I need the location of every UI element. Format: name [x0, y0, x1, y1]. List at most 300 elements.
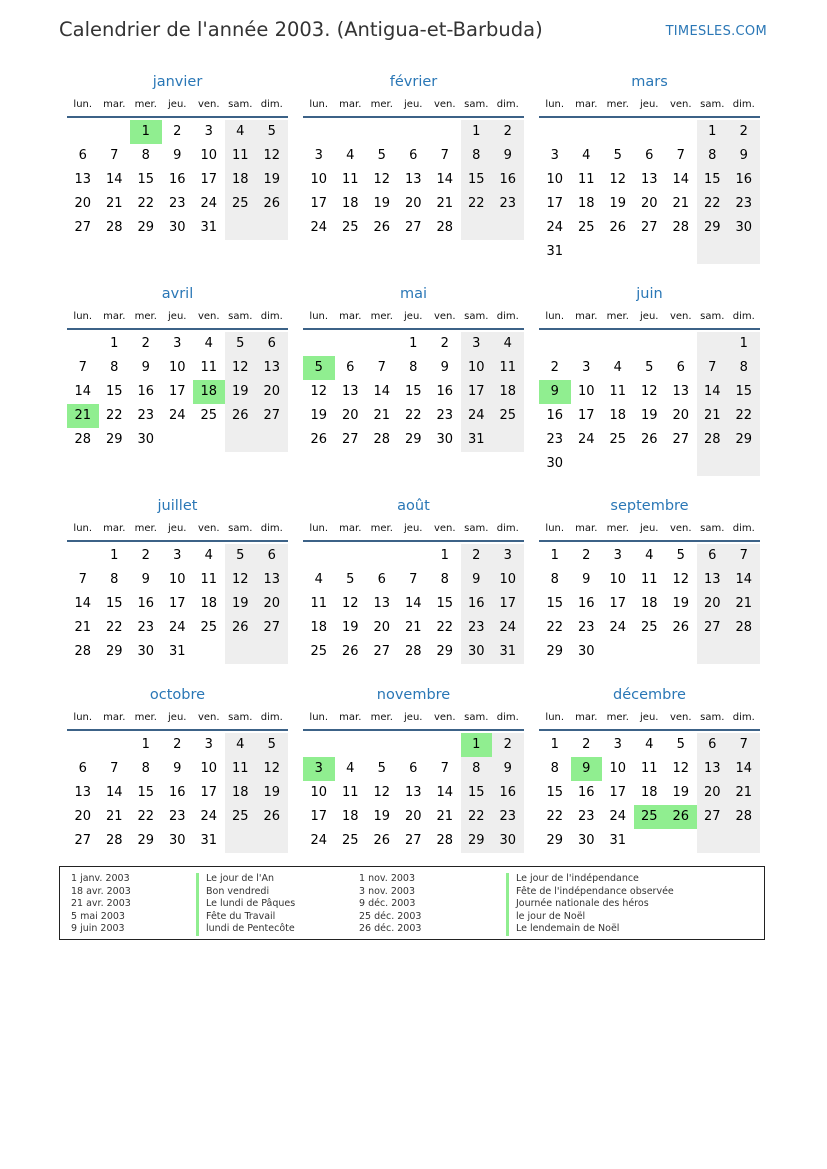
weekday-label: jeu.: [168, 99, 187, 110]
day-cell: 18: [310, 620, 328, 635]
holiday-name: Fête du Travail: [196, 911, 295, 924]
day-cell: 28: [436, 833, 454, 848]
day-cell: 15: [404, 384, 422, 399]
day-cell: 29: [137, 833, 155, 848]
weekday-label: mar.: [103, 523, 126, 534]
weekday-label: jeu.: [404, 99, 423, 110]
day-cell: 17: [492, 592, 524, 616]
day-cell: 22: [137, 196, 155, 211]
day-cell: 10: [310, 785, 328, 800]
day-cell: 12: [373, 785, 391, 800]
weekday-label: ven.: [669, 99, 692, 110]
day-cell: 22: [105, 620, 123, 635]
weekday-label: ven.: [669, 523, 692, 534]
empty-day: [335, 120, 367, 144]
day-cell: 22: [546, 620, 564, 635]
day-cell: 5: [645, 360, 654, 375]
day-cell: 7: [78, 572, 87, 587]
month-10: [67, 683, 288, 853]
day-cell: 6: [256, 332, 288, 356]
empty-day: [225, 428, 257, 452]
day-cell: 30: [137, 432, 155, 447]
day-cell: 30: [436, 432, 454, 447]
empty-day: [366, 544, 398, 568]
weekday-label: mar.: [103, 99, 126, 110]
day-cell: 8: [728, 356, 760, 380]
day-cell: 3: [173, 336, 182, 351]
day-cell: 3: [492, 544, 524, 568]
day-cell: 6: [409, 148, 418, 163]
day-cell: 13: [640, 172, 658, 187]
holidays-legend: [59, 866, 765, 940]
day-cell: 16: [461, 592, 493, 616]
day-cell: 9: [492, 144, 524, 168]
month-name: août: [397, 498, 430, 514]
day-cell: 19: [640, 408, 658, 423]
day-cell: 31: [492, 640, 524, 664]
day-cell: 1: [110, 548, 119, 563]
day-cell: 2: [582, 737, 591, 752]
weekday-label: mar.: [339, 311, 362, 322]
month-name: juillet: [157, 498, 198, 514]
weekday-label: sam.: [700, 523, 725, 534]
day-cell: 15: [697, 168, 729, 192]
day-cell: 13: [74, 172, 92, 187]
day-cell: 5: [377, 148, 386, 163]
day-cell: 23: [436, 408, 454, 423]
day-cell: 28: [74, 432, 92, 447]
day-cell: 11: [200, 360, 218, 375]
day-cell: 5: [613, 148, 622, 163]
empty-day: [162, 428, 194, 452]
month-3: [539, 70, 760, 264]
day-cell: 6: [697, 544, 729, 568]
day-cell: 18: [225, 781, 257, 805]
day-cell: 17: [168, 596, 186, 611]
day-cell: 13: [697, 757, 729, 781]
day-cell: 20: [373, 620, 391, 635]
day-cell: 12: [256, 144, 288, 168]
day-cell: 22: [697, 192, 729, 216]
month-2: [303, 70, 524, 240]
holiday-day: 1: [130, 120, 162, 144]
weekday-label: mar.: [339, 523, 362, 534]
days-grid: [67, 120, 288, 240]
day-cell: 30: [461, 640, 493, 664]
day-cell: 26: [341, 644, 359, 659]
day-cell: 19: [225, 592, 257, 616]
month-name: septembre: [610, 498, 689, 514]
day-cell: 15: [137, 172, 155, 187]
month-7: [67, 494, 288, 664]
page-title: Calendrier de l'année 2003. (Antigua-et-Barbuda): [59, 18, 543, 41]
day-cell: 19: [672, 785, 690, 800]
day-cell: 27: [373, 644, 391, 659]
day-cell: 17: [546, 196, 564, 211]
day-cell: 17: [461, 380, 493, 404]
day-cell: 23: [492, 805, 524, 829]
weekday-label: dim.: [732, 523, 755, 534]
empty-day: [303, 120, 335, 144]
empty-day: [256, 640, 288, 664]
day-cell: 11: [341, 172, 359, 187]
weekday-label: jeu.: [168, 523, 187, 534]
empty-day: [634, 332, 666, 356]
weekday-label: mer.: [606, 523, 629, 534]
day-cell: 23: [492, 192, 524, 216]
day-cell: 1: [728, 332, 760, 356]
empty-day: [728, 240, 760, 264]
day-cell: 7: [728, 544, 760, 568]
day-cell: 2: [582, 548, 591, 563]
day-cell: 24: [168, 408, 186, 423]
day-cell: 12: [672, 572, 690, 587]
day-cell: 7: [440, 761, 449, 776]
day-cell: 20: [640, 196, 658, 211]
day-cell: 9: [141, 572, 150, 587]
day-cell: 30: [728, 216, 760, 240]
day-cell: 26: [373, 220, 391, 235]
empty-day: [571, 240, 603, 264]
day-cell: 8: [110, 360, 119, 375]
weekday-header: [67, 306, 288, 330]
holiday-day: 9: [571, 757, 603, 781]
holiday-name: Le lendemain de Noël: [506, 923, 674, 936]
day-cell: 14: [74, 384, 92, 399]
day-cell: 19: [672, 596, 690, 611]
weekday-label: lun.: [73, 523, 93, 534]
holiday-day: 5: [303, 356, 335, 380]
weekday-label: mar.: [103, 712, 126, 723]
weekday-label: dim.: [260, 311, 283, 322]
empty-day: [429, 733, 461, 757]
day-cell: 7: [697, 356, 729, 380]
day-cell: 18: [341, 196, 359, 211]
day-cell: 26: [609, 220, 627, 235]
day-cell: 25: [200, 620, 218, 635]
day-cell: 29: [461, 829, 493, 853]
day-cell: 31: [461, 428, 493, 452]
day-cell: 28: [373, 432, 391, 447]
month-name: novembre: [376, 687, 451, 703]
empty-day: [366, 120, 398, 144]
day-cell: 13: [373, 596, 391, 611]
weekday-label: jeu.: [404, 523, 423, 534]
day-cell: 7: [409, 572, 418, 587]
day-cell: 4: [645, 737, 654, 752]
weekday-label: jeu.: [640, 99, 659, 110]
holiday-names-right: [506, 873, 674, 936]
day-cell: 28: [436, 220, 454, 235]
day-cell: 28: [404, 644, 422, 659]
empty-day: [602, 332, 634, 356]
empty-day: [99, 733, 131, 757]
day-cell: 24: [168, 620, 186, 635]
holiday-name: Le lundi de Pâques: [196, 898, 295, 911]
day-cell: 24: [461, 404, 493, 428]
day-cell: 24: [577, 432, 595, 447]
empty-day: [571, 452, 603, 476]
day-cell: 16: [728, 168, 760, 192]
day-cell: 17: [310, 809, 328, 824]
day-cell: 21: [697, 404, 729, 428]
month-name: avril: [161, 286, 194, 302]
day-cell: 31: [200, 833, 218, 848]
days-grid: [539, 544, 760, 664]
days-grid: [539, 332, 760, 476]
holiday-day: 3: [303, 757, 335, 781]
day-cell: 3: [613, 737, 622, 752]
day-cell: 31: [168, 644, 186, 659]
day-cell: 2: [492, 120, 524, 144]
weekday-label: ven.: [197, 523, 220, 534]
day-cell: 10: [492, 568, 524, 592]
day-cell: 6: [676, 360, 685, 375]
empty-day: [225, 829, 257, 853]
weekday-label: lun.: [309, 311, 329, 322]
days-grid: [539, 120, 760, 264]
day-cell: 21: [728, 592, 760, 616]
empty-day: [665, 332, 697, 356]
day-cell: 20: [672, 408, 690, 423]
day-cell: 18: [609, 408, 627, 423]
day-cell: 31: [609, 833, 627, 848]
weekday-label: mer.: [134, 523, 157, 534]
month-name: janvier: [152, 74, 203, 90]
day-cell: 11: [310, 596, 328, 611]
day-cell: 20: [256, 592, 288, 616]
holiday-date: 26 déc. 2003: [359, 923, 422, 934]
empty-day: [398, 544, 430, 568]
day-cell: 8: [110, 572, 119, 587]
month-name: octobre: [149, 687, 206, 703]
weekday-label: mar.: [575, 311, 598, 322]
weekday-label: mer.: [606, 712, 629, 723]
day-cell: 18: [640, 596, 658, 611]
day-cell: 6: [346, 360, 355, 375]
day-cell: 8: [409, 360, 418, 375]
empty-day: [366, 332, 398, 356]
month-1: [67, 70, 288, 240]
day-cell: 23: [168, 809, 186, 824]
day-cell: 20: [74, 809, 92, 824]
empty-day: [665, 240, 697, 264]
day-cell: 1: [461, 120, 493, 144]
weekday-label: mer.: [606, 311, 629, 322]
holiday-day: 26: [665, 805, 697, 829]
day-cell: 6: [409, 761, 418, 776]
day-cell: 9: [492, 757, 524, 781]
holiday-day: 21: [67, 404, 99, 428]
day-cell: 4: [225, 120, 257, 144]
holiday-date: 21 avr. 2003: [71, 898, 131, 909]
day-cell: 14: [728, 757, 760, 781]
day-cell: 7: [377, 360, 386, 375]
day-cell: 9: [440, 360, 449, 375]
day-cell: 25: [341, 220, 359, 235]
day-cell: 4: [582, 148, 591, 163]
day-cell: 20: [697, 781, 729, 805]
weekday-label: dim.: [732, 712, 755, 723]
day-cell: 14: [697, 380, 729, 404]
day-cell: 12: [225, 356, 257, 380]
day-cell: 23: [137, 408, 155, 423]
month-8: [303, 494, 524, 664]
weekday-label: dim.: [260, 99, 283, 110]
day-cell: 15: [105, 384, 123, 399]
weekday-label: jeu.: [168, 311, 187, 322]
day-cell: 14: [436, 172, 454, 187]
day-cell: 14: [672, 172, 690, 187]
empty-day: [602, 640, 634, 664]
days-grid: [303, 733, 524, 853]
day-cell: 5: [676, 548, 685, 563]
empty-day: [225, 216, 257, 240]
day-cell: 17: [310, 196, 328, 211]
day-cell: 2: [173, 737, 182, 752]
day-cell: 27: [256, 616, 288, 640]
day-cell: 25: [225, 192, 257, 216]
day-cell: 8: [550, 761, 559, 776]
empty-day: [634, 452, 666, 476]
day-cell: 28: [728, 805, 760, 829]
days-grid: [67, 544, 288, 664]
day-cell: 3: [550, 148, 559, 163]
holiday-names-left: [196, 873, 295, 936]
site-link[interactable]: TIMESLES.COM: [665, 24, 767, 39]
weekday-label: mer.: [606, 99, 629, 110]
day-cell: 14: [436, 785, 454, 800]
weekday-label: sam.: [464, 523, 489, 534]
empty-day: [303, 733, 335, 757]
empty-day: [634, 829, 666, 853]
weekday-label: sam.: [700, 99, 725, 110]
day-cell: 15: [546, 785, 564, 800]
day-cell: 29: [105, 644, 123, 659]
day-cell: 16: [168, 785, 186, 800]
day-cell: 16: [137, 596, 155, 611]
day-cell: 5: [256, 120, 288, 144]
day-cell: 14: [728, 568, 760, 592]
empty-day: [67, 332, 99, 356]
empty-day: [602, 240, 634, 264]
empty-day: [697, 829, 729, 853]
empty-day: [728, 829, 760, 853]
day-cell: 11: [640, 761, 658, 776]
day-cell: 19: [310, 408, 328, 423]
day-cell: 3: [461, 332, 493, 356]
weekday-label: ven.: [433, 523, 456, 534]
empty-day: [256, 428, 288, 452]
day-cell: 9: [173, 761, 182, 776]
day-cell: 21: [105, 809, 123, 824]
day-cell: 10: [546, 172, 564, 187]
day-cell: 26: [640, 432, 658, 447]
holiday-dates-left: [71, 873, 131, 936]
weekday-label: ven.: [669, 712, 692, 723]
weekday-label: sam.: [228, 523, 253, 534]
weekday-header: [67, 707, 288, 731]
empty-day: [634, 120, 666, 144]
day-cell: 11: [609, 384, 627, 399]
day-cell: 16: [168, 172, 186, 187]
day-cell: 22: [436, 620, 454, 635]
day-cell: 26: [256, 805, 288, 829]
day-cell: 23: [577, 809, 595, 824]
empty-day: [256, 829, 288, 853]
day-cell: 30: [168, 833, 186, 848]
days-grid: [303, 120, 524, 240]
day-cell: 26: [225, 616, 257, 640]
day-cell: 24: [310, 220, 328, 235]
weekday-label: dim.: [260, 523, 283, 534]
month-11: [303, 683, 524, 853]
day-cell: 8: [461, 144, 493, 168]
empty-day: [697, 240, 729, 264]
day-cell: 4: [346, 148, 355, 163]
weekday-label: lun.: [73, 99, 93, 110]
day-cell: 20: [697, 592, 729, 616]
days-grid: [303, 544, 524, 664]
day-cell: 12: [341, 596, 359, 611]
day-cell: 25: [640, 620, 658, 635]
day-cell: 1: [697, 120, 729, 144]
day-cell: 21: [373, 408, 391, 423]
weekday-label: dim.: [260, 712, 283, 723]
day-cell: 3: [613, 548, 622, 563]
day-cell: 30: [137, 644, 155, 659]
empty-day: [492, 428, 524, 452]
empty-day: [697, 640, 729, 664]
month-name: février: [389, 74, 438, 90]
day-cell: 27: [404, 220, 422, 235]
day-cell: 12: [373, 172, 391, 187]
day-cell: 23: [728, 192, 760, 216]
weekday-label: mer.: [134, 712, 157, 723]
weekday-label: mer.: [370, 523, 393, 534]
weekday-label: dim.: [496, 712, 519, 723]
day-cell: 27: [697, 616, 729, 640]
day-cell: 19: [373, 196, 391, 211]
day-cell: 22: [105, 408, 123, 423]
weekday-label: sam.: [228, 311, 253, 322]
day-cell: 24: [609, 809, 627, 824]
day-cell: 13: [672, 384, 690, 399]
day-cell: 27: [74, 220, 92, 235]
empty-day: [193, 428, 225, 452]
day-cell: 12: [609, 172, 627, 187]
weekday-label: lun.: [309, 99, 329, 110]
day-cell: 29: [105, 432, 123, 447]
day-cell: 4: [225, 733, 257, 757]
day-cell: 19: [256, 168, 288, 192]
day-cell: 19: [609, 196, 627, 211]
day-cell: 4: [613, 360, 622, 375]
day-cell: 7: [676, 148, 685, 163]
day-cell: 18: [577, 196, 595, 211]
day-cell: 18: [341, 809, 359, 824]
day-cell: 7: [728, 733, 760, 757]
day-cell: 22: [728, 404, 760, 428]
day-cell: 28: [728, 616, 760, 640]
day-cell: 8: [697, 144, 729, 168]
empty-day: [539, 120, 571, 144]
day-cell: 1: [141, 737, 150, 752]
holiday-date: 25 déc. 2003: [359, 910, 422, 922]
empty-day: [366, 733, 398, 757]
holiday-day: 1: [461, 733, 493, 757]
holiday-date: 5 mai 2003: [71, 910, 125, 922]
